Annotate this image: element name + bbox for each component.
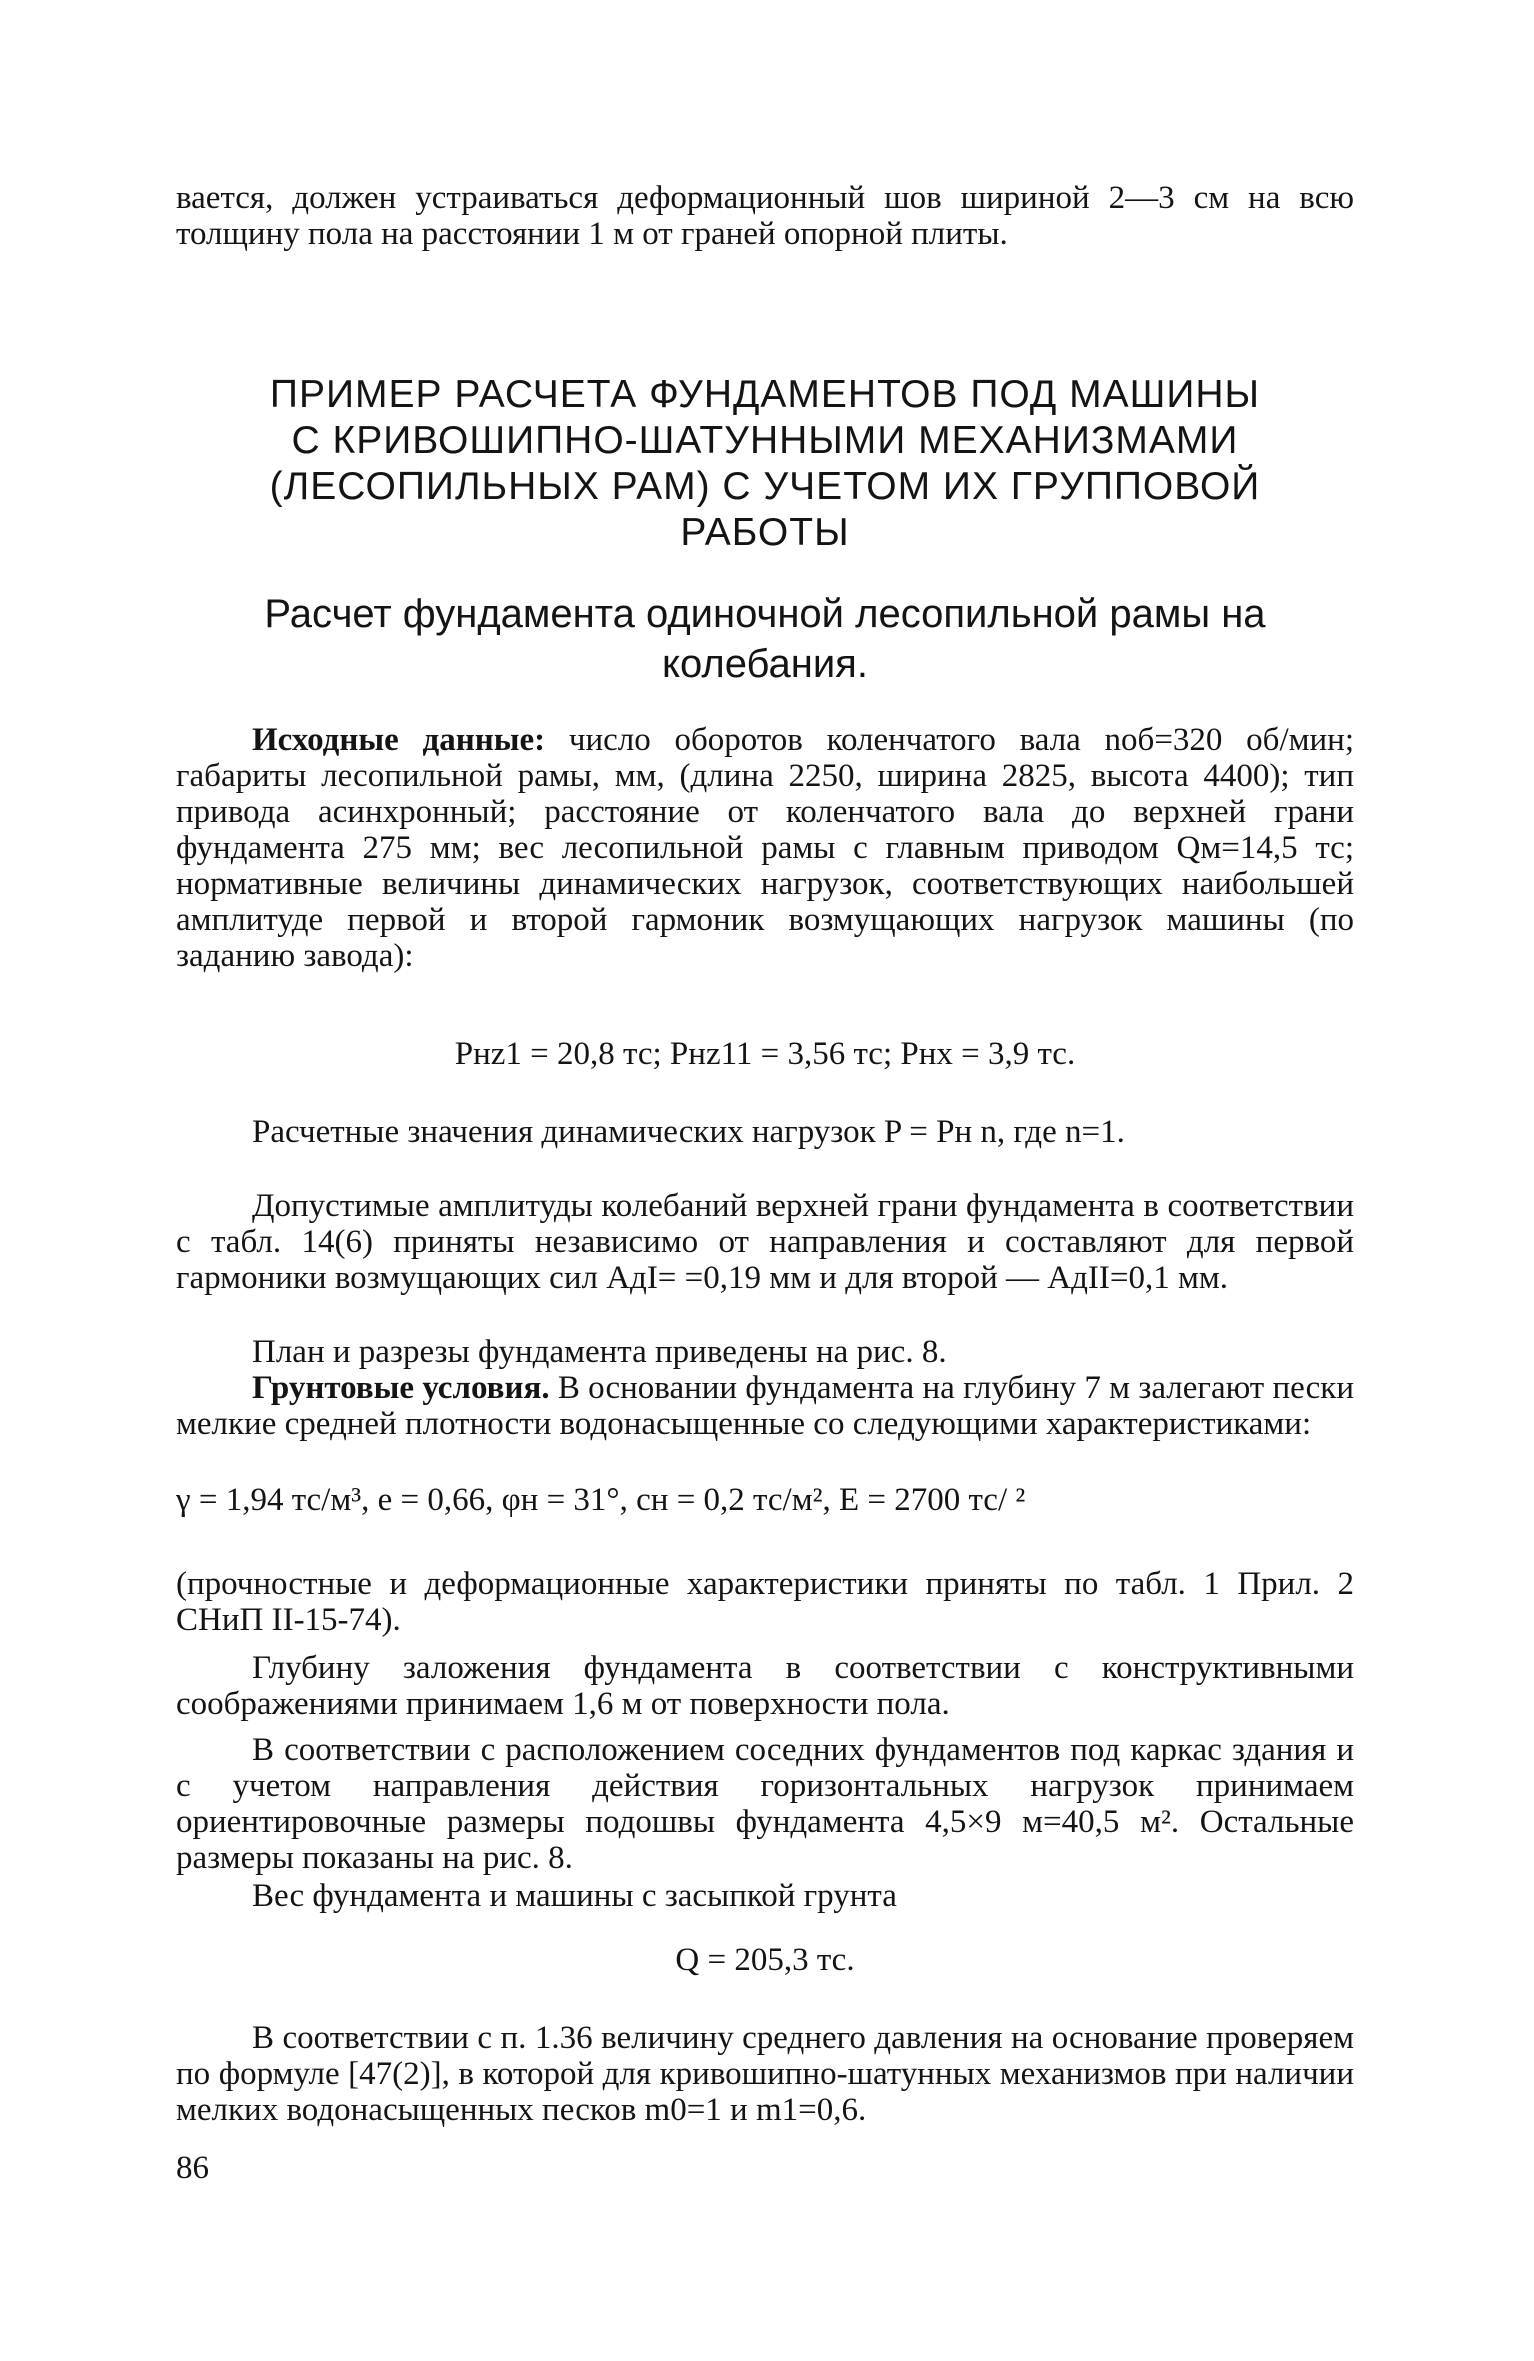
- section-heading-line-3: (ЛЕСОПИЛЬНЫХ РАМ) С УЧЕТОМ ИХ ГРУППОВОЙ: [269, 465, 1261, 508]
- formula-weight: Q = 205,3 тс.: [675, 1942, 855, 1978]
- pressure-paragraph: В соответствии с п. 1.36 величину среднего давления на основание проверяем по формуле [47(2)], в которой для кривошипно-шатунных механизмов при наличии мелких водонасыщенных песков m0=1 и m1=0,6.: [176, 2020, 1354, 2128]
- plan-paragraph: План и разрезы фундамента приведены на рис. 8.: [252, 1334, 947, 1370]
- section-heading-line-2: С КРИВОШИПНО-ШАТУННЫМИ МЕХАНИЗМАМИ: [291, 419, 1239, 462]
- subheading-line-2: колебания.: [662, 642, 868, 686]
- allowable-amplitudes-paragraph: Допустимые амплитуды колебаний верхней грани фундамента в соответствии с табл. 14(6) приняты независимо от направления и составляют для первой гармоники возмущающих сил AдI= =0,19 мм и для второй — AдII=0,1 мм.: [176, 1188, 1354, 1296]
- formula-soil-characteristics: γ = 1,94 тс/м³, e = 0,66, φн = 31°, cн = 0,2 тс/м², E = 2700 тс/ ²: [176, 1482, 1026, 1518]
- section-heading-line-1: ПРИМЕР РАСЧЕТА ФУНДАМЕНТОВ ПОД МАШИНЫ: [269, 373, 1261, 416]
- soil-text: В основании фундамента на глубину 7 м залегают пески мелкие средней плотности водонасыщенные со следующими характеристиками:: [176, 1370, 1354, 1442]
- formula-dynamic-loads: Pнz1 = 20,8 тс; Pнz11 = 3,56 тс; Pнx = 3,9 тс.: [454, 1036, 1076, 1072]
- soil-paragraph: [176, 1370, 1354, 1442]
- source-data-label: Исходные данные:: [252, 722, 546, 758]
- subheading-line-1: Расчет фундамента одиночной лесопильной рамы на: [264, 592, 1266, 636]
- size-paragraph: В соответствии с расположением соседних фундаментов под каркас здания и с учетом направления действия горизонтальных нагрузок принимаем ориентировочные размеры подошвы фундамента 4,5×9 м=40,5 м². Остальные размеры показаны на рис. 8.: [176, 1732, 1354, 1876]
- strength-note-paragraph: (прочностные и деформационные характеристики приняты по табл. 1 Прил. 2 СНиП II-15-74).: [176, 1566, 1354, 1638]
- source-data-paragraph: [176, 722, 1354, 974]
- soil-label: Грунтовые условия.: [252, 1370, 550, 1406]
- depth-paragraph: Глубину заложения фундамента в соответствии с конструктивными соображениями принимаем 1,6 м от поверхности пола.: [176, 1650, 1354, 1722]
- design-values-paragraph: Расчетные значения динамических нагрузок P = Pн n, где n=1.: [252, 1114, 1125, 1150]
- page-number: 86: [176, 2150, 209, 2186]
- source-data-text: число оборотов коленчатого вала nоб=320 об/мин; габариты лесопильной рамы, мм, (длина 2250, ширина 2825, высота 4400); тип привода асинхронный; расстояние от коленчатого вала до верхней грани фундамента 275 мм; вес лесопильной рамы с главным приводом Qм=14,5 тс; нормативные величины динамических нагрузок, соответствующих наибольшей амплитуде первой и второй гармоник возмущающих нагрузок машины (по заданию завода):: [176, 722, 1354, 974]
- section-heading-line-4: РАБОТЫ: [680, 511, 850, 554]
- intro-paragraph: вается, должен устраиваться деформационный шов шириной 2—3 см на всю толщину пола на расстоянии 1 м от граней опорной плиты.: [176, 180, 1354, 252]
- weight-paragraph: Вес фундамента и машины с засыпкой грунта: [252, 1878, 897, 1914]
